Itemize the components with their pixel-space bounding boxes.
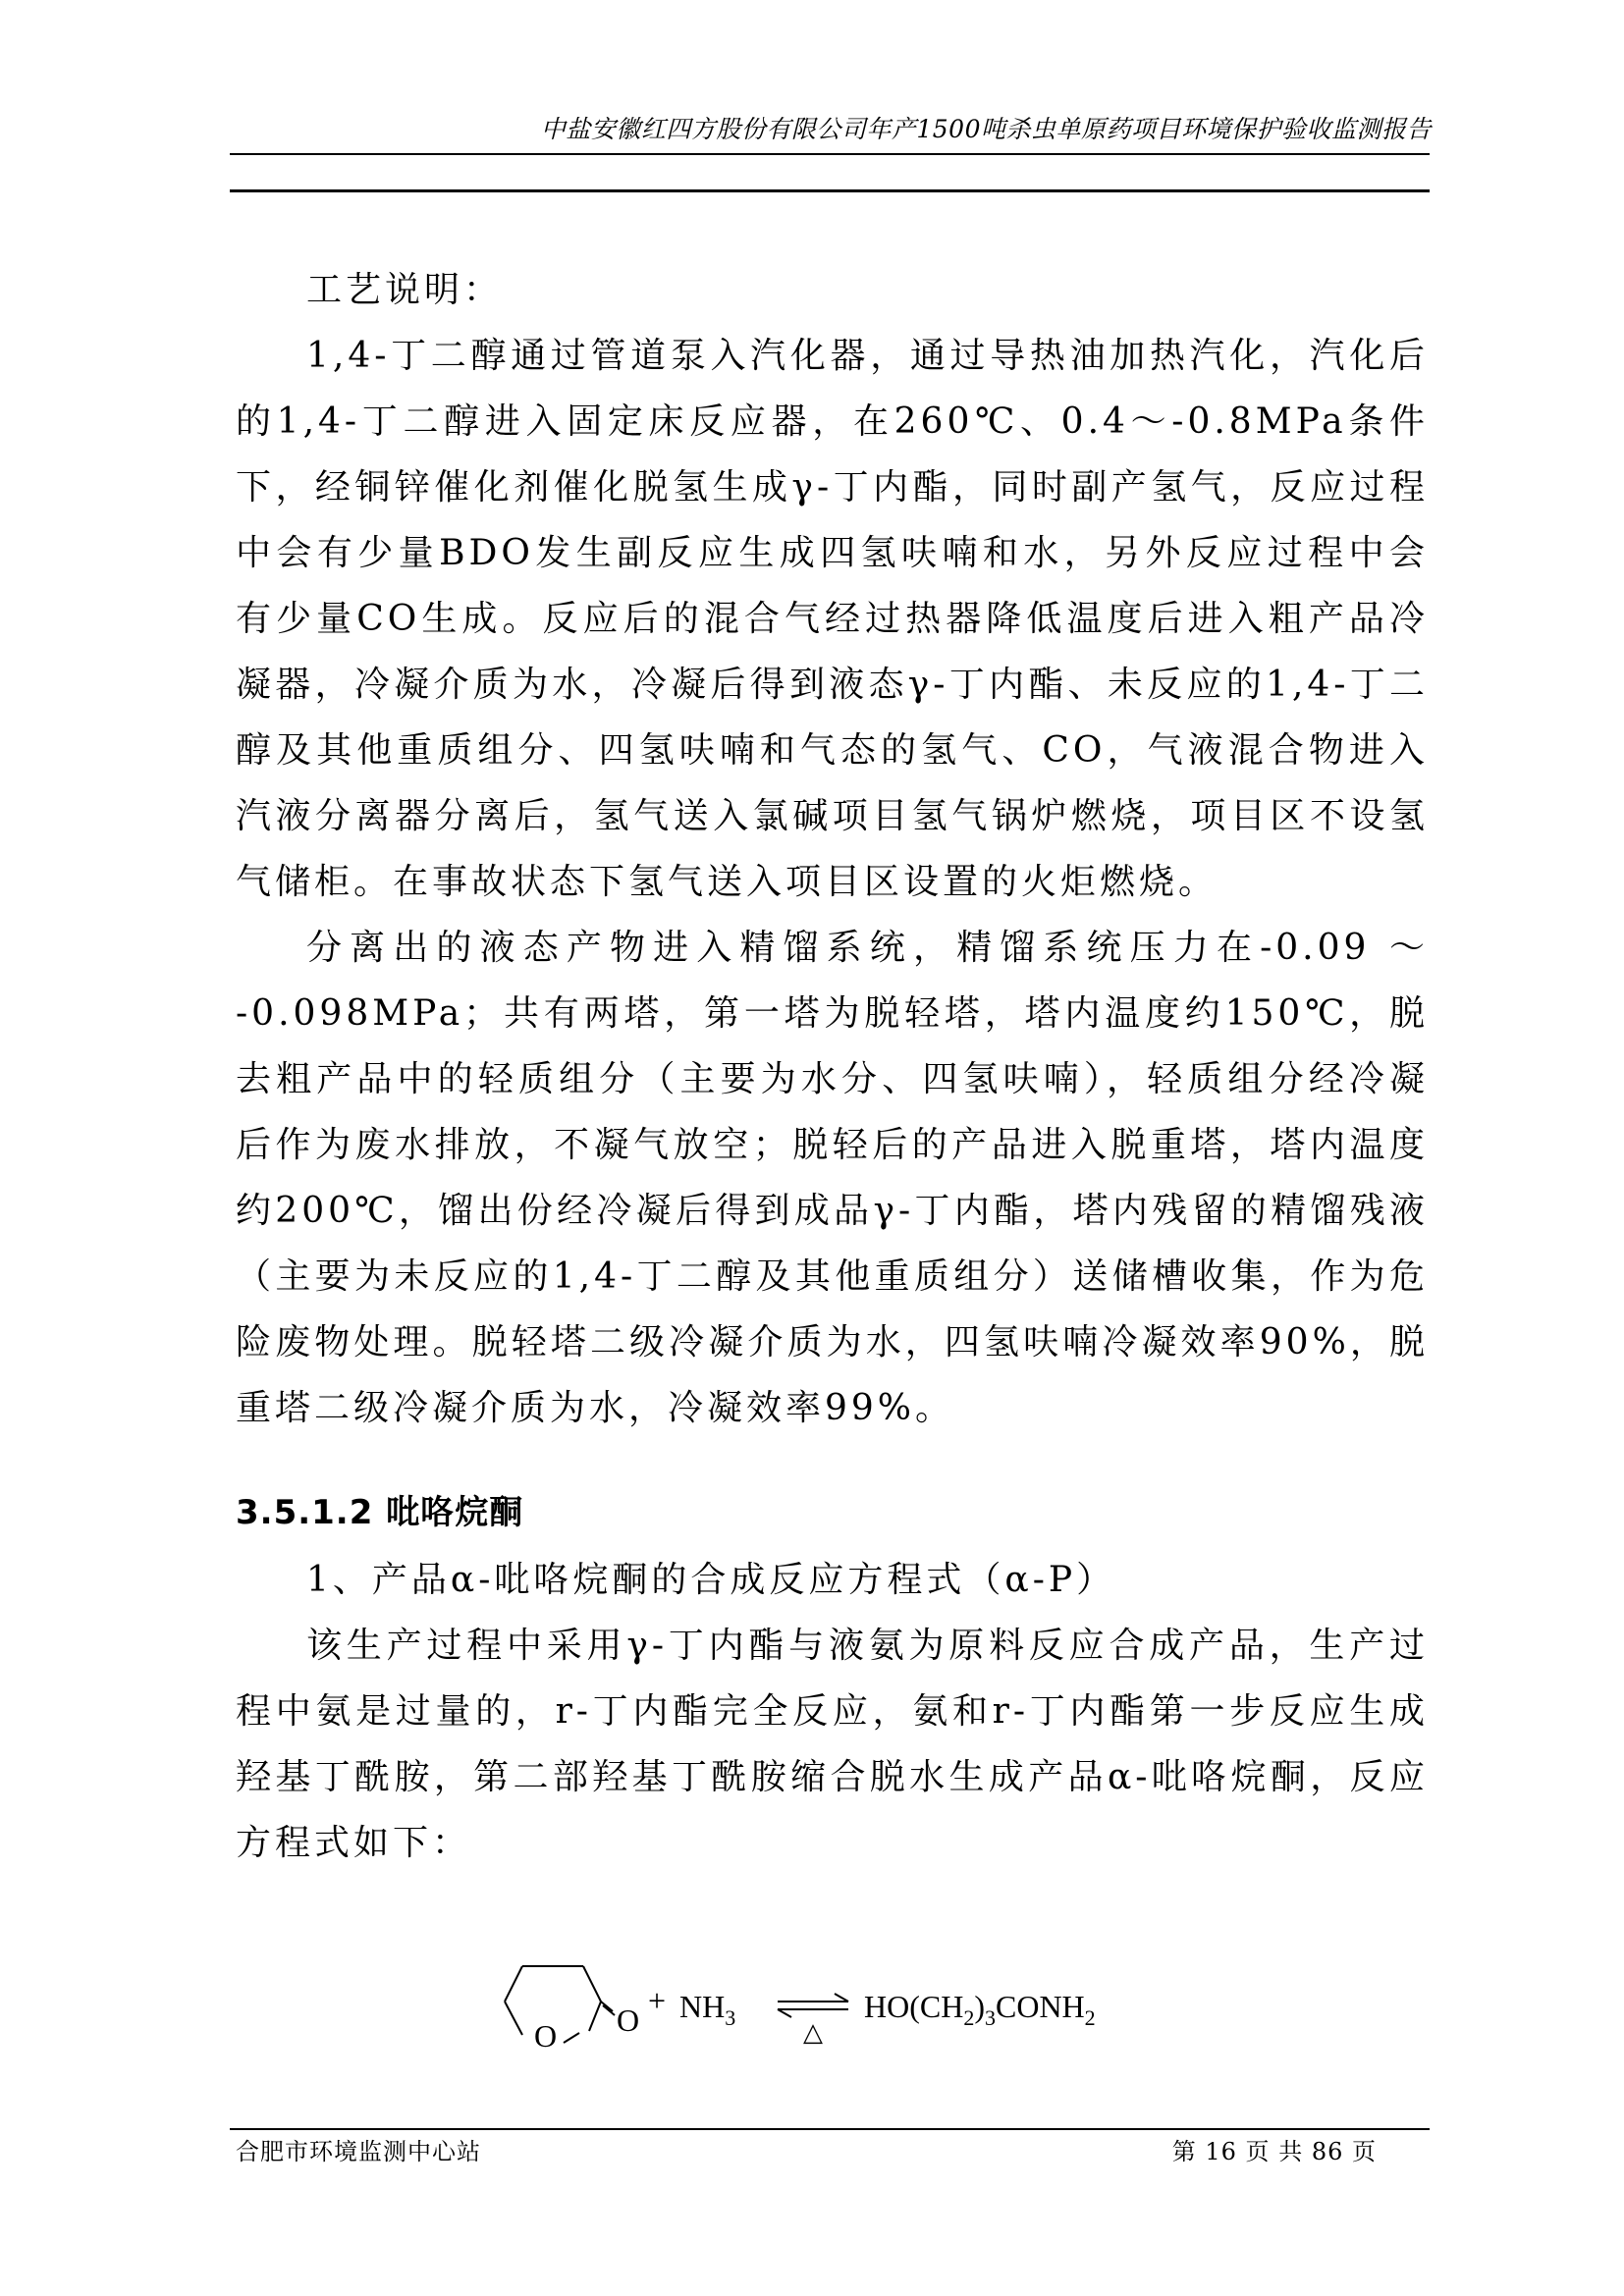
ring-oxygen-atom: O [534, 2018, 558, 2054]
reaction-equation-title: 1、产品α-吡咯烷酮的合成反应方程式（α-P） [306, 1560, 1116, 1600]
footer-divider [230, 2128, 1430, 2130]
footer-organization: 合肥市环境监测中心站 [236, 2138, 481, 2165]
plus-sign: + [648, 1983, 667, 2018]
document-body [236, 257, 1429, 1876]
header-divider-thin [230, 153, 1430, 155]
hydroxybutyramide-product: $HO(CH_2)_3CONH_2$ [864, 1989, 1096, 2030]
ammonia-reagent: $NH_3$ [679, 1989, 736, 2030]
equilibrium-arrow [778, 1994, 848, 2017]
section-heading: 3.5.1.2 吡咯烷酮 [236, 1493, 524, 1532]
process-description-label: 工艺说明： [306, 270, 504, 310]
synthesis-paragraph: 该生产过程中采用γ-丁内酯与液氨为原料反应合成产品，生产过程中氨是过量的，r-丁内酯完全反应，氨和r-丁内酯第一步反应生成羟基丁酰胺，第二部羟基丁酰胺缩合脱水生成产品α-吡咯烷酮，反应方程式如下： [236, 1626, 1429, 1863]
process-paragraph-1: 1,4-丁二醇通过管道泵入汽化器，通过导热油加热汽化，汽化后的1,4-丁二醇进入固定床反应器，在260℃、0.4～-0.8MPa条件下，经铜锌催化剂催化脱氢生成γ-丁内酯，同时副产氢气，反应过程中会有少量BDO发生副反应生成四氢呋喃和水，另外反应过程中会有少量CO生成。反应后的混合气经过热器降低温度后进入粗产品冷凝器，冷凝介质为水，冷凝后得到液态γ-丁内酯、未反应的1,4-丁二醇及其他重质组分、四氢呋喃和气态的氢气、CO，气液混合物进入汽液分离器分离后，氢气送入氯碱项目氢气锅炉燃烧，项目区不设氢气储柜。在事故状态下氢气送入项目区设置的火炬燃烧。 [236, 336, 1429, 902]
process-paragraph-2: 分离出的液态产物进入精馏系统，精馏系统压力在-0.09 ～ -0.098MPa；共有两塔，第一塔为脱轻塔，塔内温度约150℃，脱去粗产品中的轻质组分（主要为水分、四氢呋喃），轻质组分经冷凝后作为废水排放，不凝气放空；脱轻后的产品进入脱重塔，塔内温度约200℃，馏出份经冷凝后得到成品γ-丁内酯，塔内残留的精馏残液（主要为未反应的1,4-丁二醇及其他重质组分）送储槽收集，作为危险废物处理。脱轻塔二级冷凝介质为水，四氢呋喃冷凝效率90%，脱重塔二级冷凝介质为水，冷凝效率99%。 [236, 928, 1429, 1428]
lactone-ring-structure [505, 1966, 615, 2043]
footer-page-number: 第 16 页 共 86 页 [1171, 2138, 1377, 2165]
heat-condition-symbol: △ [803, 2018, 823, 2047]
header-divider-thick [230, 189, 1430, 192]
reaction-equation [491, 1958, 1178, 2066]
report-header-title: 中盐安徽红四方股份有限公司年产1500吨杀虫单原药项目环境保护验收监测报告 [540, 115, 1432, 143]
carbonyl-oxygen-atom: O [617, 2002, 640, 2038]
